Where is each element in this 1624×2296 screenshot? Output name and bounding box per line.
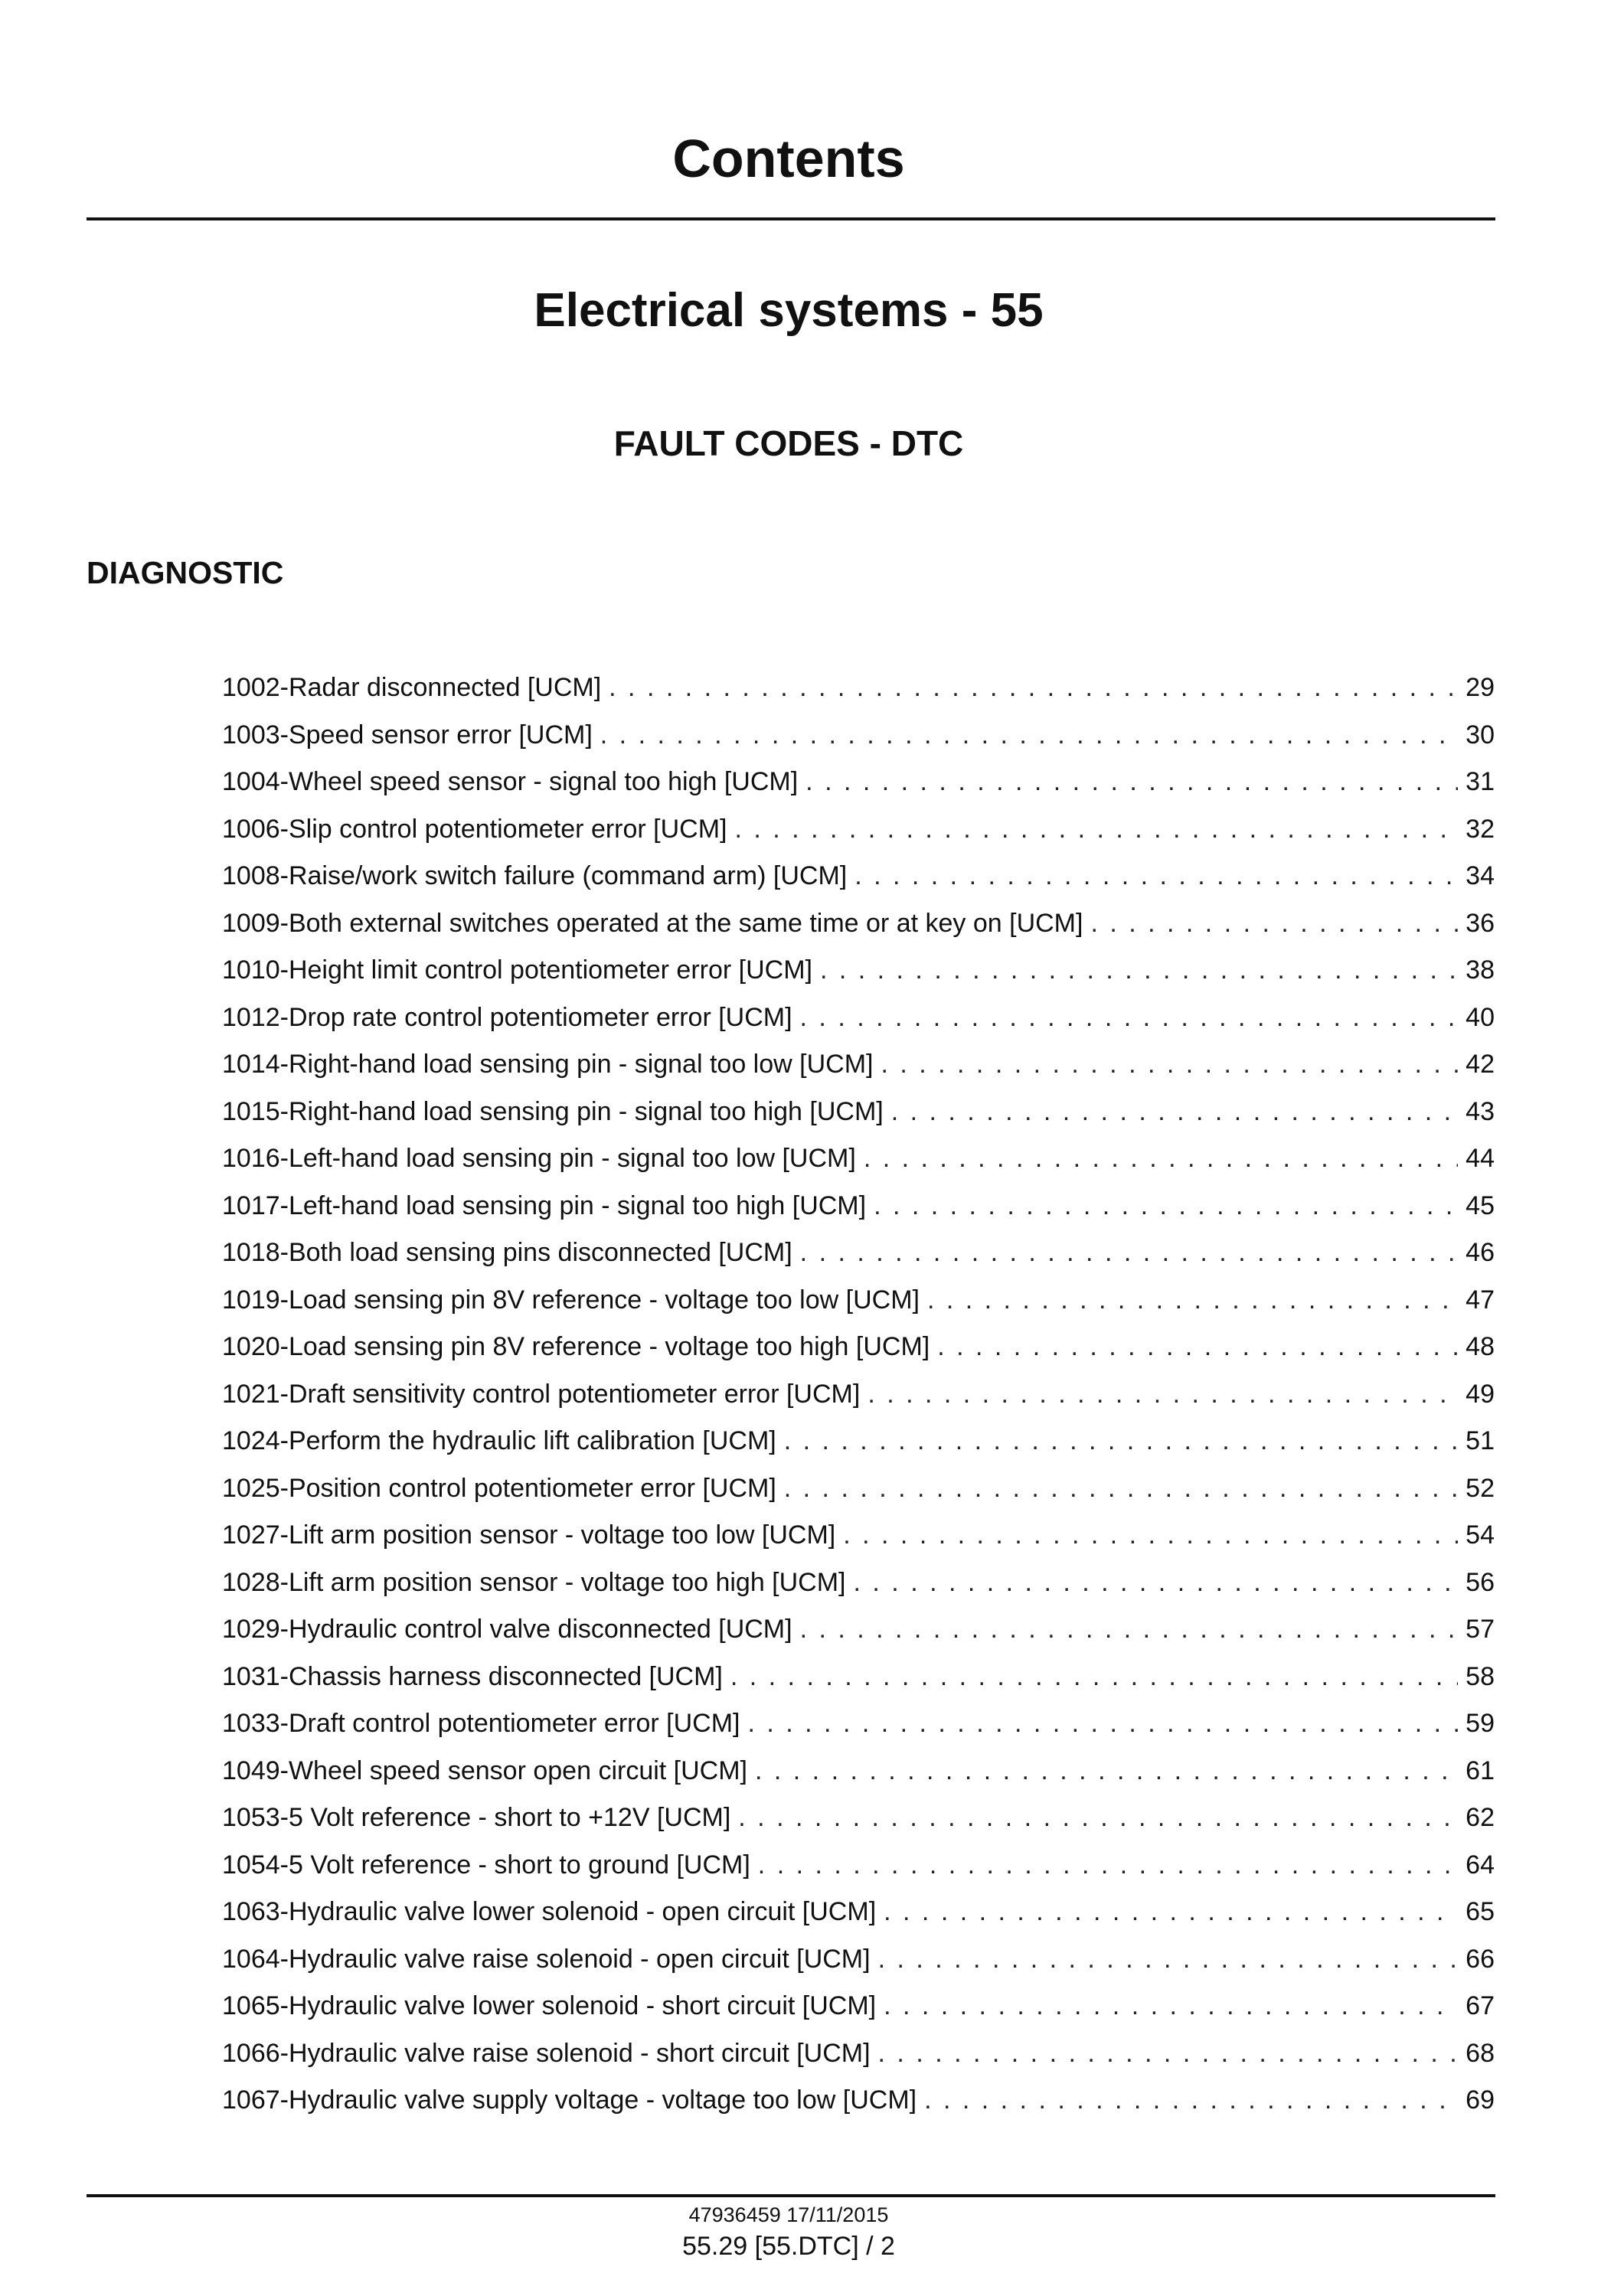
toc-dot-leader — [738, 1795, 1458, 1842]
toc-entry[interactable] — [222, 1983, 1495, 2030]
toc-list — [222, 665, 1495, 2125]
toc-entry-label: 1017-Left-hand load sensing pin - signal too high [UCM] — [222, 1190, 867, 1220]
toc-dot-leader — [854, 853, 1458, 900]
toc-dot-leader — [609, 665, 1458, 712]
toc-entry-page: 68 — [1466, 2038, 1495, 2068]
toc-dot-leader — [927, 1277, 1458, 1324]
toc-entry-page: 43 — [1466, 1096, 1495, 1126]
toc-dot-leader — [843, 1512, 1458, 1560]
toc-entry-page: 59 — [1466, 1709, 1495, 1738]
toc-entry[interactable] — [222, 1465, 1495, 1513]
subsection-title: FAULT CODES - DTC — [613, 423, 964, 463]
footer-page-ref: 55.29 [55.DTC] / 2 — [682, 2232, 895, 2261]
toc-dot-leader — [747, 1700, 1458, 1748]
toc-entry[interactable] — [222, 1371, 1495, 1419]
toc-entry-label: 1009-Both external switches operated at the same time or at key on [UCM] — [222, 908, 1083, 938]
toc-entry-label: 1025-Position control potentiometer error [UCM] — [222, 1473, 776, 1503]
toc-entry-page: 29 — [1466, 673, 1495, 702]
toc-entry[interactable] — [222, 1277, 1495, 1324]
toc-entry-page: 52 — [1466, 1473, 1495, 1503]
toc-entry[interactable] — [222, 1418, 1495, 1465]
toc-dot-leader — [600, 712, 1458, 759]
toc-dot-leader — [884, 1889, 1458, 1936]
toc-entry-page: 34 — [1466, 861, 1495, 890]
toc-entry[interactable] — [222, 1135, 1495, 1183]
toc-entry[interactable] — [222, 759, 1495, 806]
toc-entry-page: 47 — [1466, 1285, 1495, 1315]
toc-dot-leader — [800, 994, 1459, 1042]
toc-entry-label: 1029-Hydraulic control valve disconnected [UCM] — [222, 1615, 792, 1644]
toc-entry[interactable] — [222, 994, 1495, 1042]
toc-entry[interactable] — [222, 1606, 1495, 1654]
toc-entry[interactable] — [222, 1183, 1495, 1230]
toc-entry-label: 1066-Hydraulic valve raise solenoid - short circuit [UCM] — [222, 2038, 871, 2068]
toc-entry-page: 32 — [1466, 814, 1495, 844]
toc-entry[interactable] — [222, 665, 1495, 712]
toc-entry-label: 1018-Both load sensing pins disconnected [UCM] — [222, 1238, 792, 1267]
page-title: Contents — [672, 129, 905, 188]
toc-dot-leader — [924, 2077, 1458, 2125]
toc-entry-label: 1028-Lift arm position sensor - voltage too high [UCM] — [222, 1567, 846, 1597]
toc-dot-leader — [1090, 900, 1458, 948]
header-rule — [87, 217, 1495, 220]
toc-entry-page: 51 — [1466, 1426, 1495, 1455]
toc-entry[interactable] — [222, 1560, 1495, 1607]
toc-entry[interactable] — [222, 2077, 1495, 2125]
toc-entry-page: 58 — [1466, 1661, 1495, 1691]
toc-entry-page: 36 — [1466, 908, 1495, 938]
toc-entry-label: 1019-Load sensing pin 8V reference - voltage too low [UCM] — [222, 1285, 920, 1315]
toc-entry-page: 64 — [1466, 1850, 1495, 1880]
toc-entry-page: 49 — [1466, 1379, 1495, 1409]
toc-entry[interactable] — [222, 1795, 1495, 1842]
toc-entry-page: 65 — [1466, 1897, 1495, 1926]
toc-entry[interactable] — [222, 900, 1495, 948]
toc-entry-page: 54 — [1466, 1520, 1495, 1550]
toc-entry-label: 1016-Left-hand load sensing pin - signal too low [UCM] — [222, 1144, 856, 1173]
toc-entry-label: 1053-5 Volt reference - short to +12V [UCM] — [222, 1803, 731, 1832]
toc-entry-label: 1024-Perform the hydraulic lift calibration [UCM] — [222, 1426, 776, 1455]
toc-entry[interactable] — [222, 1654, 1495, 1701]
toc-dot-leader — [805, 759, 1458, 806]
toc-entry-label: 1033-Draft control potentiometer error [UCM] — [222, 1709, 740, 1738]
toc-dot-leader — [730, 1654, 1458, 1701]
toc-entry[interactable] — [222, 947, 1495, 994]
toc-dot-leader — [868, 1371, 1458, 1419]
footer-doc-code: 47936459 17/11/2015 — [688, 2203, 889, 2226]
toc-entry-page: 48 — [1466, 1332, 1495, 1361]
toc-entry[interactable] — [222, 1842, 1495, 1889]
toc-dot-leader — [755, 1748, 1458, 1795]
toc-entry-label: 1067-Hydraulic valve supply voltage - voltage too low [UCM] — [222, 2085, 917, 2115]
toc-dot-leader — [884, 1983, 1458, 2030]
toc-entry[interactable] — [222, 1089, 1495, 1136]
toc-entry-page: 45 — [1466, 1190, 1495, 1220]
toc-entry[interactable] — [222, 1936, 1495, 1984]
toc-entry[interactable] — [222, 1041, 1495, 1089]
toc-dot-leader — [854, 1560, 1459, 1607]
toc-entry-page: 56 — [1466, 1567, 1495, 1597]
toc-entry-page: 31 — [1466, 767, 1495, 796]
toc-entry-label: 1014-Right-hand load sensing pin - signal too low [UCM] — [222, 1050, 874, 1079]
toc-dot-leader — [937, 1324, 1458, 1371]
toc-entry[interactable] — [222, 806, 1495, 854]
toc-entry-label: 1002-Radar disconnected [UCM] — [222, 673, 602, 702]
toc-entry[interactable] — [222, 712, 1495, 759]
toc-entry[interactable] — [222, 1230, 1495, 1277]
toc-entry-page: 42 — [1466, 1050, 1495, 1079]
toc-entry-label: 1004-Wheel speed sensor - signal too high [UCM] — [222, 767, 799, 796]
toc-entry[interactable] — [222, 2030, 1495, 2078]
toc-entry[interactable] — [222, 1889, 1495, 1936]
toc-dot-leader — [820, 947, 1458, 994]
toc-dot-leader — [735, 806, 1459, 854]
toc-entry-page: 61 — [1466, 1755, 1495, 1785]
toc-entry[interactable] — [222, 1324, 1495, 1371]
toc-entry-label: 1065-Hydraulic valve lower solenoid - short circuit [UCM] — [222, 1991, 877, 2020]
toc-entry-label: 1054-5 Volt reference - short to ground [UCM] — [222, 1850, 750, 1880]
toc-entry[interactable] — [222, 1748, 1495, 1795]
toc-entry-page: 57 — [1466, 1615, 1495, 1644]
toc-dot-leader — [800, 1230, 1459, 1277]
toc-dot-leader — [864, 1135, 1458, 1183]
toc-dot-leader — [784, 1418, 1458, 1465]
toc-dot-leader — [881, 1041, 1458, 1089]
toc-dot-leader — [784, 1465, 1458, 1513]
toc-dot-leader — [758, 1842, 1458, 1889]
toc-dot-leader — [878, 2030, 1459, 2078]
toc-entry-page: 46 — [1466, 1238, 1495, 1267]
toc-entry[interactable] — [222, 1512, 1495, 1560]
toc-entry-page: 69 — [1466, 2085, 1495, 2115]
toc-entry-page: 66 — [1466, 1944, 1495, 1974]
toc-dot-leader — [878, 1936, 1459, 1984]
toc-entry-label: 1008-Raise/work switch failure (command arm) [UCM] — [222, 861, 848, 890]
toc-entry-label: 1049-Wheel speed sensor open circuit [UCM] — [222, 1755, 747, 1785]
toc-entry-page: 40 — [1466, 1002, 1495, 1032]
toc-entry-page: 67 — [1466, 1991, 1495, 2020]
toc-entry-label: 1031-Chassis harness disconnected [UCM] — [222, 1661, 723, 1691]
toc-entry-label: 1010-Height limit control potentiometer error [UCM] — [222, 955, 812, 985]
toc-dot-leader — [891, 1089, 1458, 1136]
footer-rule — [87, 2194, 1495, 2197]
toc-entry-page: 62 — [1466, 1803, 1495, 1832]
toc-entry-label: 1006-Slip control potentiometer error [UCM] — [222, 814, 727, 844]
toc-entry-page: 30 — [1466, 720, 1495, 750]
toc-entry-label: 1064-Hydraulic valve raise solenoid - open circuit [UCM] — [222, 1944, 871, 1974]
toc-entry[interactable] — [222, 1700, 1495, 1748]
section-title: Electrical systems - 55 — [534, 284, 1044, 337]
group-heading: DIAGNOSTIC — [87, 555, 284, 590]
toc-entry-label: 1003-Speed sensor error [UCM] — [222, 720, 593, 750]
toc-entry-label: 1021-Draft sensitivity control potentiometer error [UCM] — [222, 1379, 861, 1409]
toc-dot-leader — [874, 1183, 1458, 1230]
toc-dot-leader — [800, 1606, 1459, 1654]
toc-entry-label: 1027-Lift arm position sensor - voltage too low [UCM] — [222, 1520, 836, 1550]
toc-entry-label: 1012-Drop rate control potentiometer error [UCM] — [222, 1002, 792, 1032]
toc-entry-label: 1063-Hydraulic valve lower solenoid - open circuit [UCM] — [222, 1897, 877, 1926]
toc-entry-label: 1020-Load sensing pin 8V reference - voltage too high [UCM] — [222, 1332, 930, 1361]
toc-entry-label: 1015-Right-hand load sensing pin - signal too high [UCM] — [222, 1096, 884, 1126]
toc-entry-page: 38 — [1466, 955, 1495, 985]
toc-entry-page: 44 — [1466, 1144, 1495, 1173]
toc-entry[interactable] — [222, 853, 1495, 900]
